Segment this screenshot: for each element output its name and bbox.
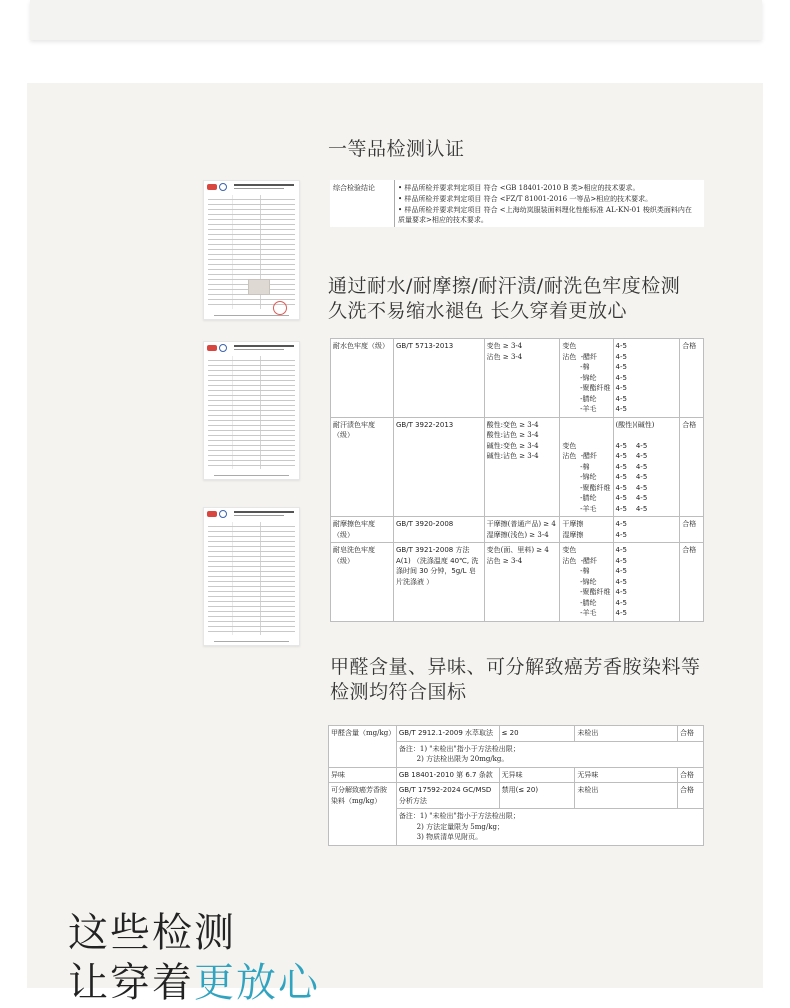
cell-standard: GB/T 2912.1-2009 水萃取法: [396, 726, 499, 742]
report-footer: [214, 641, 289, 642]
top-card-edge: [30, 0, 762, 40]
cell-verdict: 合格: [678, 783, 704, 809]
cell-verdict: 合格: [680, 517, 704, 543]
fastness-line-1: 通过耐水/耐摩擦/耐汗渍/耐洗色牢度检测: [328, 275, 681, 297]
cell-verdict: 合格: [678, 726, 704, 742]
cell-result: 未检出: [575, 726, 678, 742]
report-footer: [214, 475, 289, 476]
cert-mark-icon: [219, 344, 227, 352]
cell-requirement: 干摩擦(普通产品) ≥ 4 湿摩擦(浅色) ≥ 3-4: [484, 517, 560, 543]
cell-values: 4-5 4-5 4-5 4-5 4-5 4-5 4-5: [613, 339, 680, 418]
cell-standard: GB/T 17592-2024 GC/MSD 分析方法: [396, 783, 499, 809]
report-logo-icon: [207, 511, 217, 517]
report-header: [234, 511, 294, 513]
cell-standard: GB/T 3922-2013: [393, 417, 484, 517]
cell-result: 无异味: [575, 767, 678, 783]
conclusion-line: 质量要求>相应的技术要求。: [398, 216, 488, 224]
cell-requirement: ≤ 20: [499, 726, 575, 742]
cell-values: 4-5 4-5 4-5 4-5 4-5 4-5 4-5: [613, 543, 680, 622]
cert-mark-icon: [219, 183, 227, 191]
cell-values: 4-5 4-5: [613, 517, 680, 543]
table-row: [329, 783, 704, 809]
closing-title-line-1: 这些检测: [68, 910, 236, 956]
formaldehyde-heading: [330, 655, 701, 705]
cell-standard: GB/T 3920-2008: [393, 517, 484, 543]
table-row: [331, 339, 704, 418]
cell-requirement: 变色(面、里料) ≥ 4 沾色 ≥ 3-4: [484, 543, 560, 622]
report-header: [234, 345, 294, 347]
table-row: [331, 543, 704, 622]
report-header-sub: [234, 349, 284, 350]
cell-requirement: 无异味: [499, 767, 575, 783]
cell-requirement: 禁用(≤ 20): [499, 783, 575, 809]
cell-item: 可分解致癌芳香胺染料（mg/kg）: [329, 783, 397, 846]
cell-item: 甲醛含量（mg/kg）: [329, 726, 397, 768]
cell-standard: GB/T 5713-2013: [393, 339, 484, 418]
test-report-thumbnail: [203, 180, 300, 320]
cell-labels: 变色 沾色 -醋纤 -棉 -锦纶 -聚酯纤维 -腈纶 -羊毛: [560, 543, 613, 622]
report-body: [208, 356, 295, 469]
cell-verdict: 合格: [680, 543, 704, 622]
cert-mark-icon: [219, 510, 227, 518]
cell-standard: GB/T 3921-2008 方法 A(1) （洗涤温度 40℃, 洗涤时间 30 分钟，5g/L 皂片洗涤液 ）: [393, 543, 484, 622]
formaldehyde-line-1: 甲醛含量、异味、可分解致癌芳香胺染料等: [330, 656, 701, 678]
conclusion-box: [330, 180, 704, 227]
fastness-heading: [328, 274, 680, 324]
test-report-thumbnail: [203, 341, 300, 480]
cert-heading: 一等品检测认证: [328, 138, 465, 160]
cell-verdict: 合格: [678, 767, 704, 783]
cell-labels: 干摩擦 湿摩擦: [560, 517, 613, 543]
cell-note: 备注：1) "未检出"指小于方法检出限； 2) 方法定量限为 5mg/kg； 3) 物质清单见附页。: [396, 809, 703, 846]
cell-values: (酸性)(碱性) 4-5 4-5 4-5 4-5 4-5 4-5 4-5 4-5 4-5 4-5 4-5 4-5 4-5 4-5: [613, 417, 680, 517]
cell-labels: 变色 沾色 -醋纤 -棉 -锦纶 -聚酯纤维 -腈纶 -羊毛: [560, 339, 613, 418]
cell-result: 未检出: [575, 783, 678, 809]
fastness-table: [330, 338, 704, 622]
report-header-sub: [234, 188, 284, 189]
table-row: [329, 726, 704, 742]
closing-title-prefix: 让穿着: [68, 960, 194, 1006]
cell-verdict: 合格: [680, 417, 704, 517]
report-footer: [214, 315, 289, 316]
report-header: [234, 184, 294, 186]
conclusion-label: 综合检验结论: [333, 184, 375, 192]
cell-note: 备注：1) "未检出"指小于方法检出限； 2) 方法检出限为 20mg/kg。: [396, 741, 703, 767]
table-row: [331, 417, 704, 517]
cell-labels: 变色 沾色 -醋纤 -棉 -锦纶 -聚酯纤维 -腈纶 -羊毛: [560, 417, 613, 517]
table-row: [331, 517, 704, 543]
cell-requirement: 酸性:变色 ≥ 3-4 酸性:沾色 ≥ 3-4 碱性:变色 ≥ 3-4 碱性:沾色 ≥ 3-4: [484, 417, 560, 517]
cell-item: 耐皂洗色牢度（级）: [331, 543, 394, 622]
formaldehyde-line-2: 检测均符合国标: [330, 681, 467, 703]
conclusion-divider: [394, 180, 395, 227]
conclusion-line: • 样品所检并要求判定项目 符合 <上海幼岚服装面料理化性能标准 AL-KN-01 梭织类面料内在: [398, 206, 692, 214]
cell-item: 耐汗渍色牢度（级）: [331, 417, 394, 517]
cell-item: 异味: [329, 767, 397, 783]
report-body: [208, 522, 295, 635]
cell-item: 耐摩擦色牢度（级）: [331, 517, 394, 543]
formaldehyde-table: [328, 725, 704, 846]
report-seal-icon: [273, 301, 287, 315]
conclusion-line: • 样品所检并要求判定项目 符合 <GB 18401-2010 B 类>相应的技术要求。: [398, 184, 640, 192]
sample-photo: [248, 279, 270, 295]
cell-verdict: 合格: [680, 339, 704, 418]
closing-title-accent: 更放心: [194, 960, 320, 1006]
cell-item: 耐水色牢度（级）: [331, 339, 394, 418]
closing-title-line-2: [68, 958, 320, 1008]
report-header-sub: [234, 515, 284, 516]
report-logo-icon: [207, 345, 217, 351]
conclusion-line: • 样品所检并要求判定项目 符合 <FZ/T 81001-2016 一等品>相应的技术要求。: [398, 195, 653, 203]
fastness-line-2: 久洗不易缩水褪色 长久穿着更放心: [328, 300, 628, 322]
cell-requirement: 变色 ≥ 3-4 沾色 ≥ 3-4: [484, 339, 560, 418]
cell-standard: GB 18401-2010 第 6.7 条款: [396, 767, 499, 783]
report-logo-icon: [207, 184, 217, 190]
test-report-thumbnail: [203, 507, 300, 646]
table-row: [329, 767, 704, 783]
